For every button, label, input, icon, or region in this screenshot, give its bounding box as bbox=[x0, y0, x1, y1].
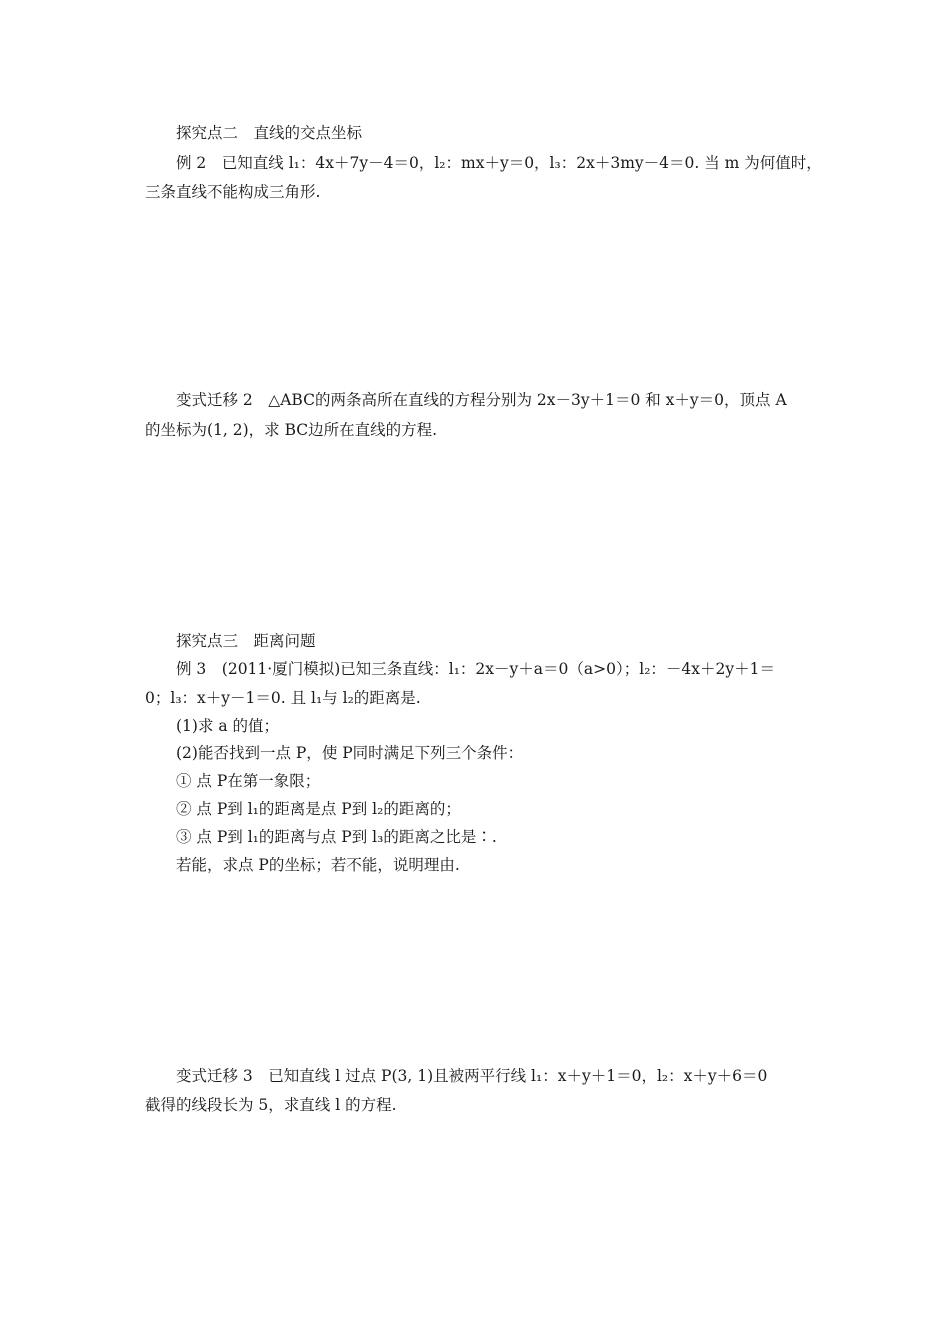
section3-heading: 探究点三 距离问题 bbox=[176, 632, 316, 650]
question-ask: 若能，求点 P的坐标；若不能，说明理由. bbox=[176, 856, 460, 874]
condition-3: ③ 点 P到 l₁的距离与点 P到 l₃的距离之比是∶. bbox=[176, 828, 497, 846]
question-1: (1)求 a 的值； bbox=[176, 717, 280, 735]
condition-1: ① 点 P在第一象限； bbox=[176, 772, 321, 790]
section2-heading: 探究点二 直线的交点坐标 bbox=[176, 124, 363, 142]
variant2-text-line1: 变式迁移 2 △ABC的两条高所在直线的方程分别为 2x－3y＋1＝0 和 x＋y＝0，顶点 A bbox=[176, 391, 787, 409]
example2-text-line2: 三条直线不能构成三角形. bbox=[145, 183, 321, 201]
condition-2: ② 点 P到 l₁的距离是点 P到 l₂的距离的； bbox=[176, 800, 461, 818]
variant2-text-line2: 的坐标为(1, 2)，求 BC边所在直线的方程. bbox=[145, 421, 438, 439]
example2-text-line1: 例 2 已知直线 l₁：4x＋7y－4＝0，l₂：mx＋y＝0，l₃：2x＋3my－4＝0. 当 m 为何值时， bbox=[176, 154, 822, 172]
variant3-text-line1: 变式迁移 3 已知直线 l 过点 P(3, 1)且被两平行线 l₁：x＋y＋1＝0，l₂：x＋y＋6＝0 bbox=[176, 1067, 768, 1085]
question-2: (2)能否找到一点 P，使 P同时满足下列三个条件： bbox=[176, 744, 524, 762]
variant3-text-line2: 截得的线段长为 5，求直线 l 的方程. bbox=[145, 1096, 397, 1114]
example3-text-line1: 例 3 (2011·厦门模拟)已知三条直线：l₁：2x－y＋a＝0（a>0）；l₂：－4x＋2y＋1＝ bbox=[176, 660, 775, 678]
example3-text-line2: 0；l₃：x＋y－1＝0. 且 l₁与 l₂的距离是. bbox=[145, 689, 421, 707]
